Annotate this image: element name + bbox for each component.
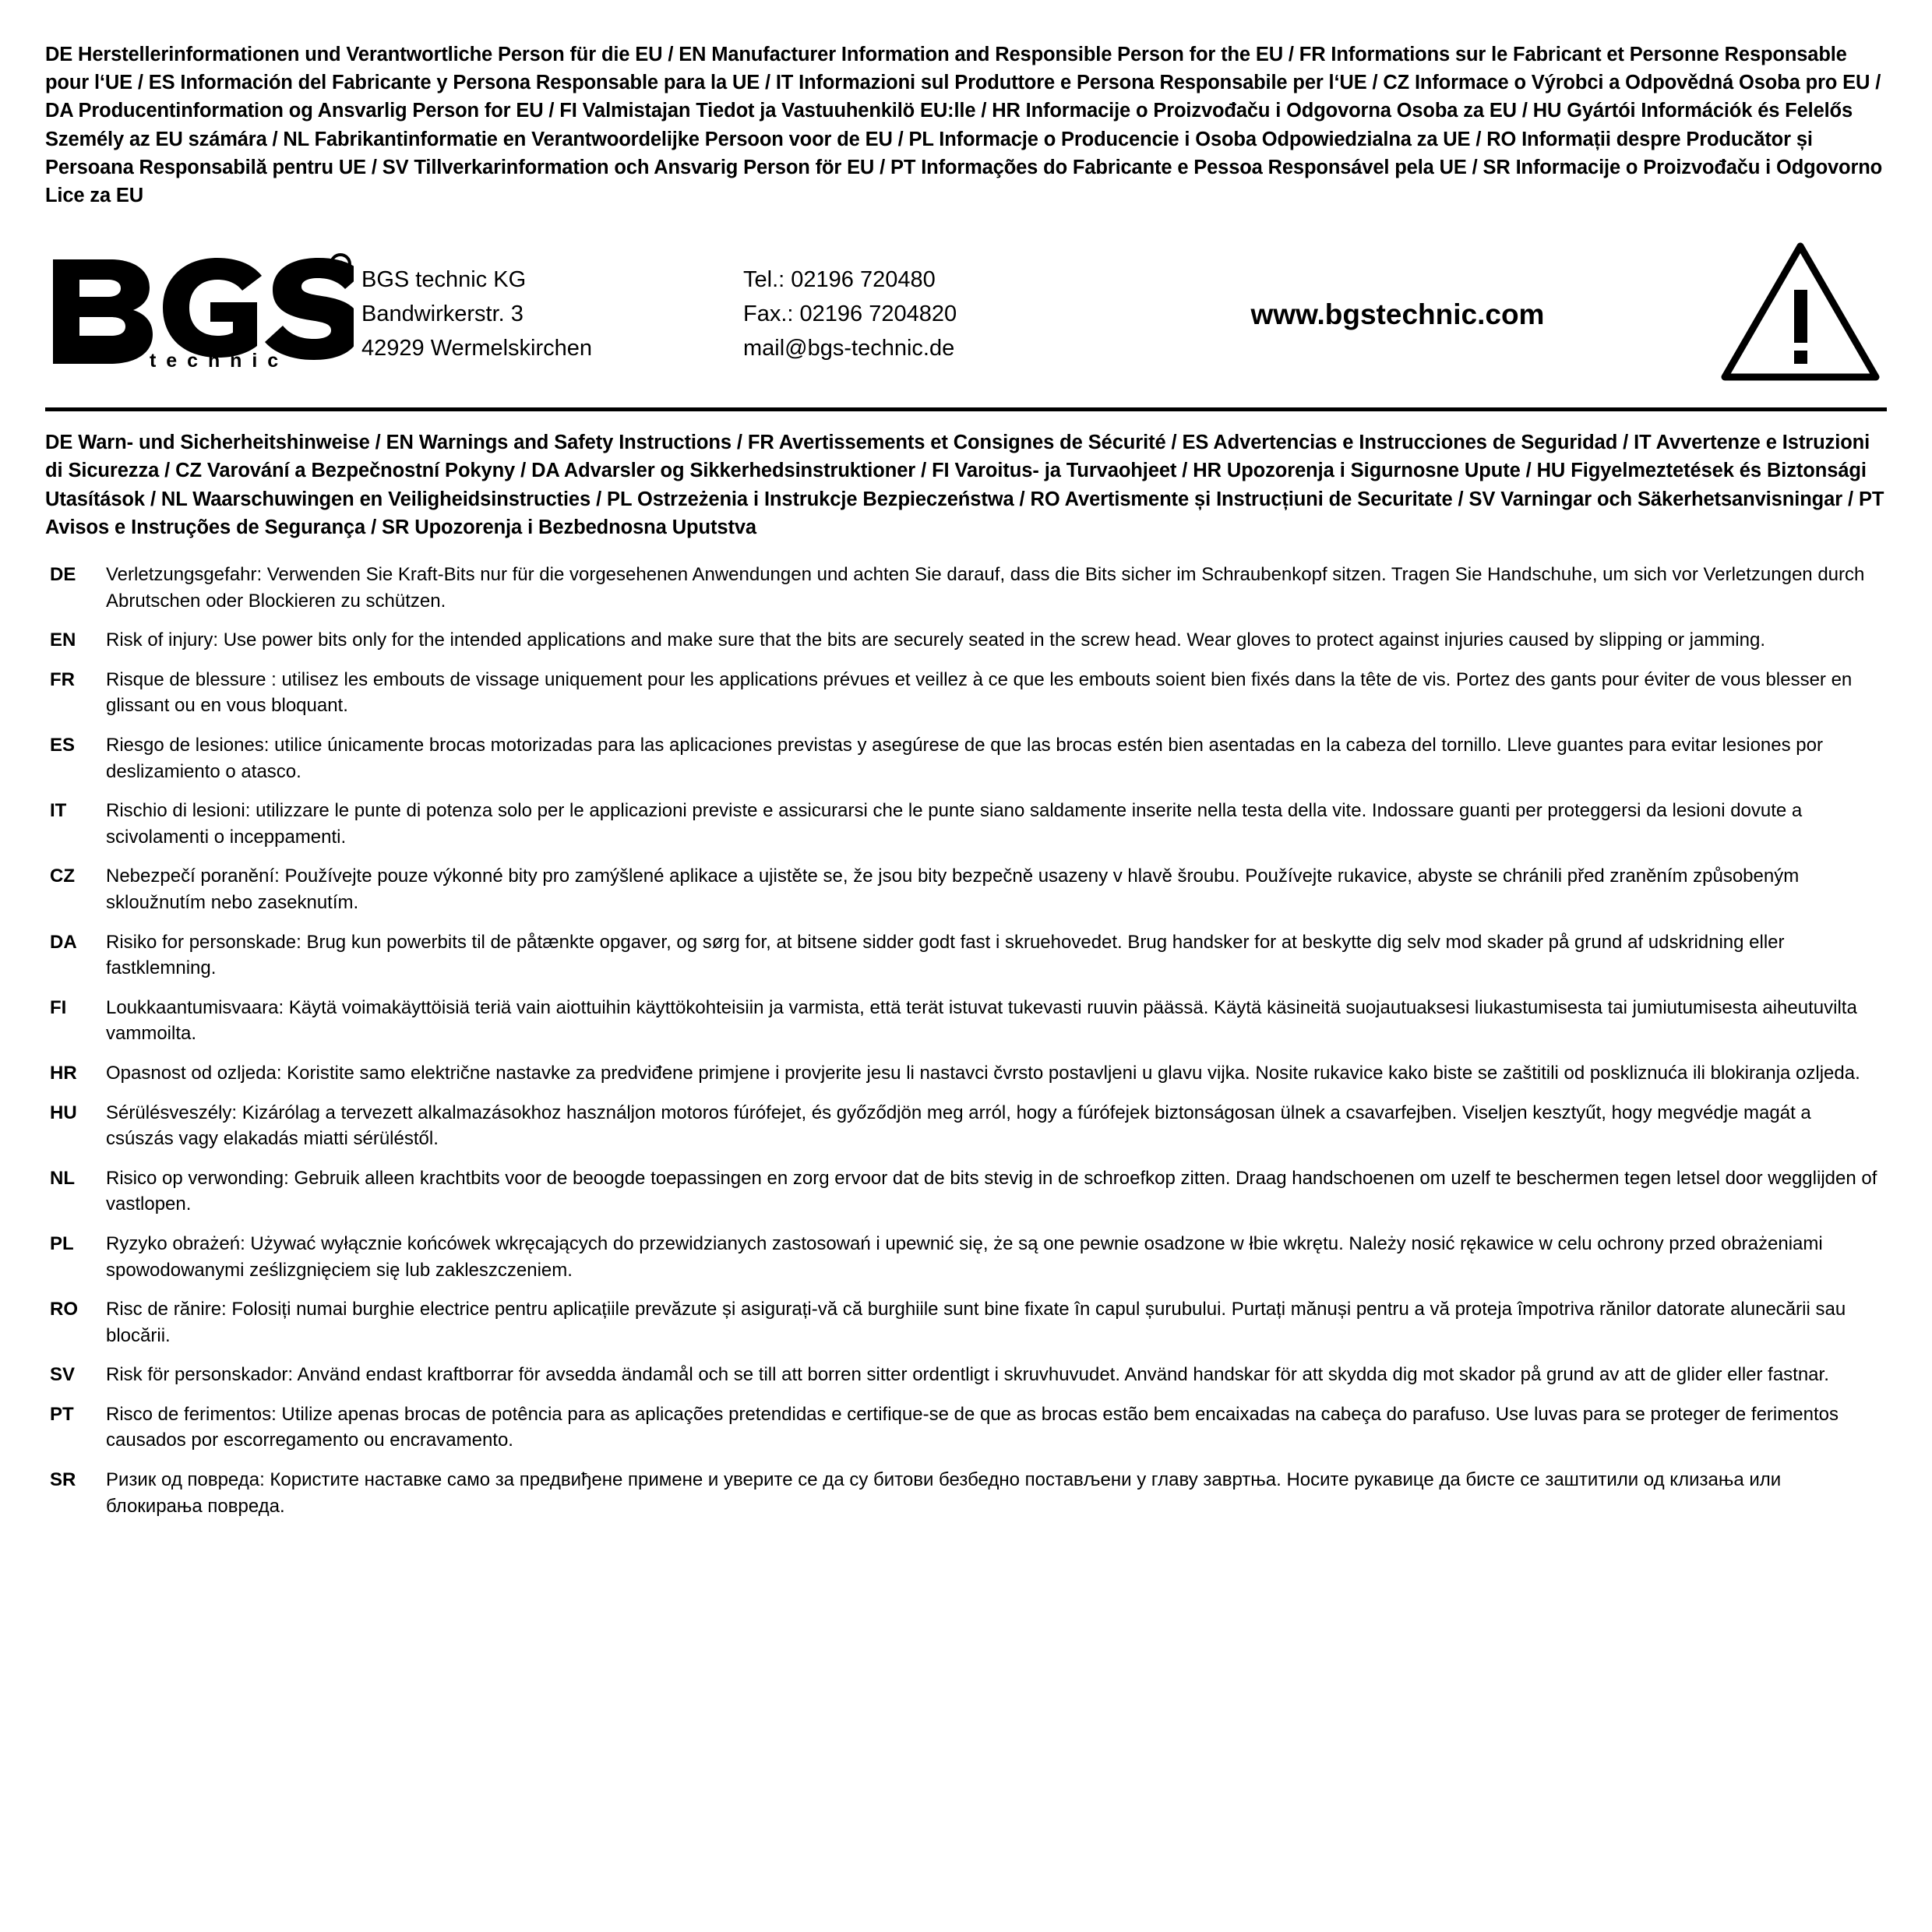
language-code: NL	[50, 1167, 75, 1189]
list-item	[45, 1467, 1887, 1519]
list-item	[45, 798, 1887, 850]
instruction-text: Opasnost od ozljeda: Koristite samo električne nastavke za predviđene primjene i provjerite jesu li nastavci čvrsto postavljeni u glavu vijka. Nosite rukavice kako biste se zaštitili od poskliznuća ili blokiranja ozljeda.	[106, 1062, 1860, 1084]
language-code: SR	[50, 1469, 76, 1491]
list-item	[45, 732, 1887, 784]
instruction-text: Rischio di lesioni: utilizzare le punte di potenza solo per le applicazioni previste e assicurarsi che le punte siano saldamente inserite nella testa della vite. Indossare guanti per proteggersi da lesioni dovute a scivolamenti o inceppamenti.	[106, 800, 1803, 848]
language-code: FI	[50, 996, 67, 1018]
company-tel: Tel.: 02196 720480	[743, 267, 936, 293]
instruction-text: Risiko for personskade: Brug kun powerbits til de påtænkte opgaver, og sørg for, at bitsene sidder godt fast i skruehovedet. Brug handsker for at beskytte dig selv mod skader på grund af udskridning eller fastklemning.	[106, 931, 1785, 979]
instruction-text: Risque de blessure : utilisez les embouts de vissage uniquement pour les applications prévues et veillez à ce que les embouts soient bien fixés dans la tête de vis. Portez des gants pour éviter de vous blesser en glissant ou en vous bloquant.	[106, 668, 1853, 717]
list-item	[45, 1362, 1887, 1388]
list-item	[45, 995, 1887, 1047]
warnings-heading: DE Warn- und Sicherheitshinweise / EN Warnings and Safety Instructions / FR Avertissements et Consignes de Sécurité / ES Advertencias e Instrucciones de Seguridad / IT Avvertenze e Istruzioni di Sicurezza / CZ Varování a Bezpečnostní Pokyny / DA Advarsler og Sikkerhedsinstruktioner / FI Varoitus- ja Turvaohjeet / HR Upozorenja i Sigurnosne Upute / HU Figyelmeztetések és Biztonsági Utasítások / NL Waarschuwingen en Veiligheidsinstructies / PL Ostrzeżenia i Instrukcje Bezpieczeństwa / RO Avertismente și Instrucțiuni de Securitate / SV Varningar och Säkerhetsanvisningar / PT Avisos e Instruções de Segurança / SR Upozorenja i Bezbednosna Uputstva	[45, 432, 1884, 538]
list-item	[45, 1165, 1887, 1218]
instruction-text: Risico op verwonding: Gebruik alleen krachtbits voor de beoogde toepassingen en zorg ervoor dat de bits stevig in de schroefkop zitten. Draag handschoenen om uzelf te beschermen tegen letsel door wegglijden of vastlopen.	[106, 1167, 1877, 1215]
instruction-text: Loukkaantumisvaara: Käytä voimakäyttöisiä teriä vain aiottuihin käyttökohteisiin ja varmista, että terät istuvat tukevasti ruuvin päässä. Käytä käsineitä suojautuaksesi liukastumisesta tai jumiutumisesta aiheutuvilta vammoilta.	[106, 996, 1857, 1045]
language-code: PT	[50, 1403, 74, 1425]
list-item	[45, 1060, 1887, 1087]
company-email: mail@bgs-technic.de	[743, 336, 955, 361]
language-code: HU	[50, 1102, 77, 1123]
bgs-logo	[45, 253, 361, 370]
manufacturer-address	[361, 258, 743, 365]
svg-text:R: R	[336, 259, 345, 273]
list-item	[45, 1100, 1887, 1152]
list-item	[45, 627, 1887, 654]
language-code: ES	[50, 735, 76, 756]
company-street: Bandwirkerstr. 3	[361, 301, 524, 327]
language-code: CZ	[50, 866, 75, 887]
language-code: FR	[50, 668, 75, 690]
list-item	[45, 1231, 1887, 1283]
company-city: 42929 Wermelskirchen	[361, 336, 593, 361]
language-code: HR	[50, 1062, 77, 1084]
language-code: SV	[50, 1364, 76, 1386]
language-code: EN	[50, 629, 76, 651]
language-code: DE	[50, 564, 76, 586]
manufacturer-contact	[743, 258, 1109, 365]
instruction-text: Risk för personskador: Använd endast kraftborrar för avsedda ändamål och se till att borren sitter ordentligt i skruvhuvudet. Använd handskar för att skydda dig mot skador på grund av att de glider eller fastnar.	[106, 1364, 1829, 1386]
instruction-text: Ryzyko obrażeń: Używać wyłącznie końcówek wkręcających do przewidzianych zastosowań i upewnić się, że są one pewnie osadzone w łbie wkrętu. Należy nosić rękawice w celu ochrony przed obrażeniami spowodowanymi ześlizgnięciem się lub zakleszczeniem.	[106, 1232, 1823, 1281]
language-code: DA	[50, 931, 77, 953]
list-item	[45, 929, 1887, 982]
list-item	[45, 1296, 1887, 1349]
instruction-text: Riesgo de lesiones: utilice únicamente brocas motorizadas para las aplicaciones previstas y asegúrese de que las brocas estén bien asentadas en la cabeza del tornillo. Lleve guantes para evitar lesiones por deslizamiento o atasco.	[106, 735, 1823, 782]
list-item	[45, 562, 1887, 614]
instruction-text: Ризик од повреда: Користите наставке само за предвиђене примене и уверите се да су битови безбедно постављени у главу завртња. Носите рукавице да бисте се заштитили од клизања или блокирања повреда.	[106, 1469, 1782, 1517]
instruction-text: Verletzungsgefahr: Verwenden Sie Kraft-Bits nur für die vorgesehenen Anwendungen und achten Sie darauf, dass die Bits sicher im Schraubenkopf sitzen. Tragen Sie Handschuhe, um sich vor Verletzungen durch Abrutschen oder Blockieren zu schützen.	[106, 564, 1865, 612]
instructions-list	[45, 562, 1887, 1519]
company-fax: Fax.: 02196 7204820	[743, 301, 957, 327]
company-name: BGS technic KG	[361, 267, 527, 293]
svg-text:t e c h n i c: t e c h n i c	[150, 350, 281, 371]
list-item	[45, 667, 1887, 719]
list-item	[45, 863, 1887, 915]
instruction-text: Risc de rănire: Folosiți numai burghie electrice pentru aplicațiile prevăzute și asigurați-vă că burghiile sunt bine fixate în capul șurubului. Purtați mănuși pentru a vă proteja împotriva rănilor datorate alunecării sau blocării.	[106, 1299, 1846, 1346]
language-code: IT	[50, 800, 67, 822]
instruction-text: Risk of injury: Use power bits only for the intended applications and make sure that the bits are securely seated in the screw head. Wear gloves to protect against injuries caused by slipping or jamming.	[106, 629, 1765, 651]
instruction-text: Nebezpečí poranění: Používejte pouze výkonné bity pro zamýšlené aplikace a ujistěte se, že jsou bity bezpečně usazeny v hlavě šroubu. Používejte rukavice, abyste se chránili před zraněním způsobeným skloužnutím nebo zaseknutím.	[106, 866, 1800, 913]
language-code: PL	[50, 1232, 74, 1254]
instruction-text: Risco de ferimentos: Utilize apenas brocas de potência para as aplicações pretendidas e certifique-se de que as brocas estão bem encaixadas na cabeça do parafuso. Use luvas para se proteger de ferimentos causados por escorregamento ou encravamento.	[106, 1403, 1839, 1451]
instruction-text: Sérülésveszély: Kizárólag a tervezett alkalmazásokhoz használjon motoros fúrófejet, és győződjön meg arról, hogy a fúrófejek biztonságosan ülnek a csavarfejben. Viseljen kesztyűt, hogy megvédje magát a csúszás vagy elakadás miatti sérüléstől.	[106, 1102, 1811, 1150]
company-website: www.bgstechnic.com	[1250, 298, 1545, 331]
language-code: RO	[50, 1299, 78, 1320]
manufacturer-block	[45, 224, 1887, 411]
manufacturer-info-heading: DE Herstellerinformationen und Verantwortliche Person für die EU / EN Manufacturer Information and Responsible Person for the EU / FR Informations sur le Fabricant et Personne Responsable pour l‘UE / ES Información del Fabricante y Persona Responsable para la UE / IT Informazioni sul Produttore e Persona Responsabile per l‘UE / CZ Informace o Výrobci a Odpovědná Osoba pro EU / DA Producentinformation og Ansvarlig Person for EU / FI Valmistajan Tiedot ja Vastuuhenkilö EU:lle / HR Informacije o Proizvođaču i Odgovorna Osoba za EU / HU Gyártói Információk és Felelős Személy az EU számára / NL Fabrikantinformatie en Verantwoordelijke Persoon voor de EU / PL Informacje o Producencie i Osoba Odpowiedzialna za UE / RO Informații despre Producător și Persoana Responsabilă pentru UE / SV Tillverkarinformation och Ansvarig Person för EU / PT Informações do Fabricante e Pessoa Responsável pela UE / SR Informacije o Proizvođaču i Odgovorno Lice za EU	[45, 44, 1883, 207]
warning-triangle-icon	[1701, 242, 1887, 382]
list-item	[45, 1401, 1887, 1454]
